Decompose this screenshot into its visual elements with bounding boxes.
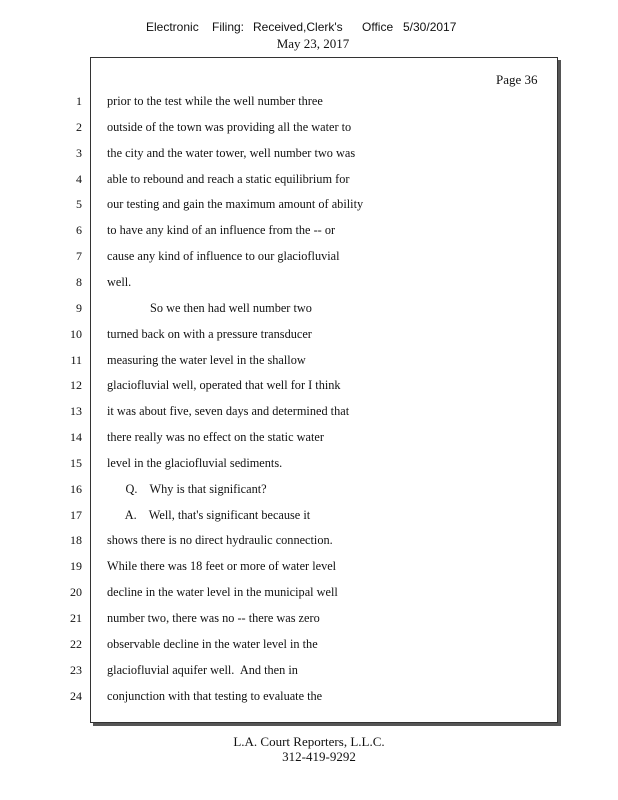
transcript-line: turned back on with a pressure transducer — [107, 327, 312, 341]
transcript-line: to have any kind of an influence from the -- or — [107, 223, 336, 237]
line-number: 11 — [70, 353, 82, 367]
line-number: 8 — [76, 275, 82, 289]
line-number: 23 — [70, 663, 82, 677]
transcript-line: able to rebound and reach a static equilibrium for — [107, 172, 350, 186]
transcript-line: number two, there was no -- there was zero — [107, 611, 320, 625]
line-number: 13 — [70, 404, 82, 418]
transcript-line: glaciofluvial aquifer well. And then in — [107, 663, 298, 677]
transcript-line: cause any kind of influence to our glaciofluvial — [107, 249, 340, 263]
page-number: Page 36 — [496, 72, 538, 87]
transcript-line: measuring the water level in the shallow — [107, 353, 306, 367]
line-number: 19 — [70, 559, 82, 573]
transcript-line: conjunction with that testing to evaluate the — [107, 689, 323, 703]
line-number: 1 — [76, 94, 82, 108]
line-number: 24 — [70, 689, 82, 703]
transcript-line: So we then had well number two — [107, 301, 312, 315]
line-number: 2 — [76, 120, 82, 134]
transcript-line: shows there is no direct hydraulic connection. — [107, 533, 333, 547]
transcript-line: the city and the water tower, well number two was — [107, 146, 356, 160]
filing-word-3: Received,Clerk's — [253, 20, 343, 34]
line-number: 15 — [70, 456, 82, 470]
transcript-line: decline in the water level in the municipal well — [107, 585, 338, 599]
filing-word-4: Office — [362, 20, 394, 34]
transcript-line: While there was 18 feet or more of water level — [107, 559, 337, 573]
transcript-line: our testing and gain the maximum amount of ability — [107, 197, 364, 211]
court-reporter-name: L.A. Court Reporters, L.L.C. — [233, 734, 385, 749]
court-reporter-phone: 312-419-9292 — [282, 749, 356, 764]
line-number: 12 — [70, 378, 82, 392]
transcript-line: level in the glaciofluvial sediments. — [107, 456, 283, 470]
line-number: 5 — [76, 197, 82, 211]
filing-word-5: 5/30/2017 — [403, 20, 457, 34]
transcript-line: there really was no effect on the static water — [107, 430, 324, 444]
transcript-line: A. Well, that's significant because it — [107, 508, 311, 522]
transcript-line: outside of the town was providing all the water to — [107, 120, 352, 134]
transcript-line: glaciofluvial well, operated that well for I think — [107, 378, 341, 392]
line-number: 14 — [70, 430, 82, 444]
line-number: 16 — [70, 482, 82, 496]
line-number: 20 — [70, 585, 82, 599]
line-number: 21 — [70, 611, 82, 625]
transcript-line: well. — [107, 275, 132, 289]
transcript-date: May 23, 2017 — [276, 36, 350, 51]
line-number: 17 — [70, 508, 82, 522]
line-number: 9 — [76, 301, 82, 315]
transcript-line: prior to the test while the well number three — [107, 94, 323, 108]
line-number: 3 — [76, 146, 82, 160]
filing-word-1: Electronic — [146, 20, 199, 34]
transcript-line: it was about five, seven days and determined that — [107, 404, 350, 418]
filing-word-2: Filing: — [212, 20, 245, 34]
line-number: 7 — [76, 249, 82, 263]
line-number: 18 — [70, 533, 82, 547]
transcript-line: observable decline in the water level in the — [107, 637, 318, 651]
line-number: 10 — [70, 327, 82, 341]
line-number: 6 — [76, 223, 82, 237]
electronic-filing-stamp — [0, 20, 618, 36]
transcript-line: Q. Why is that significant? — [107, 482, 267, 496]
line-number: 22 — [70, 637, 82, 651]
line-number: 4 — [76, 172, 82, 186]
